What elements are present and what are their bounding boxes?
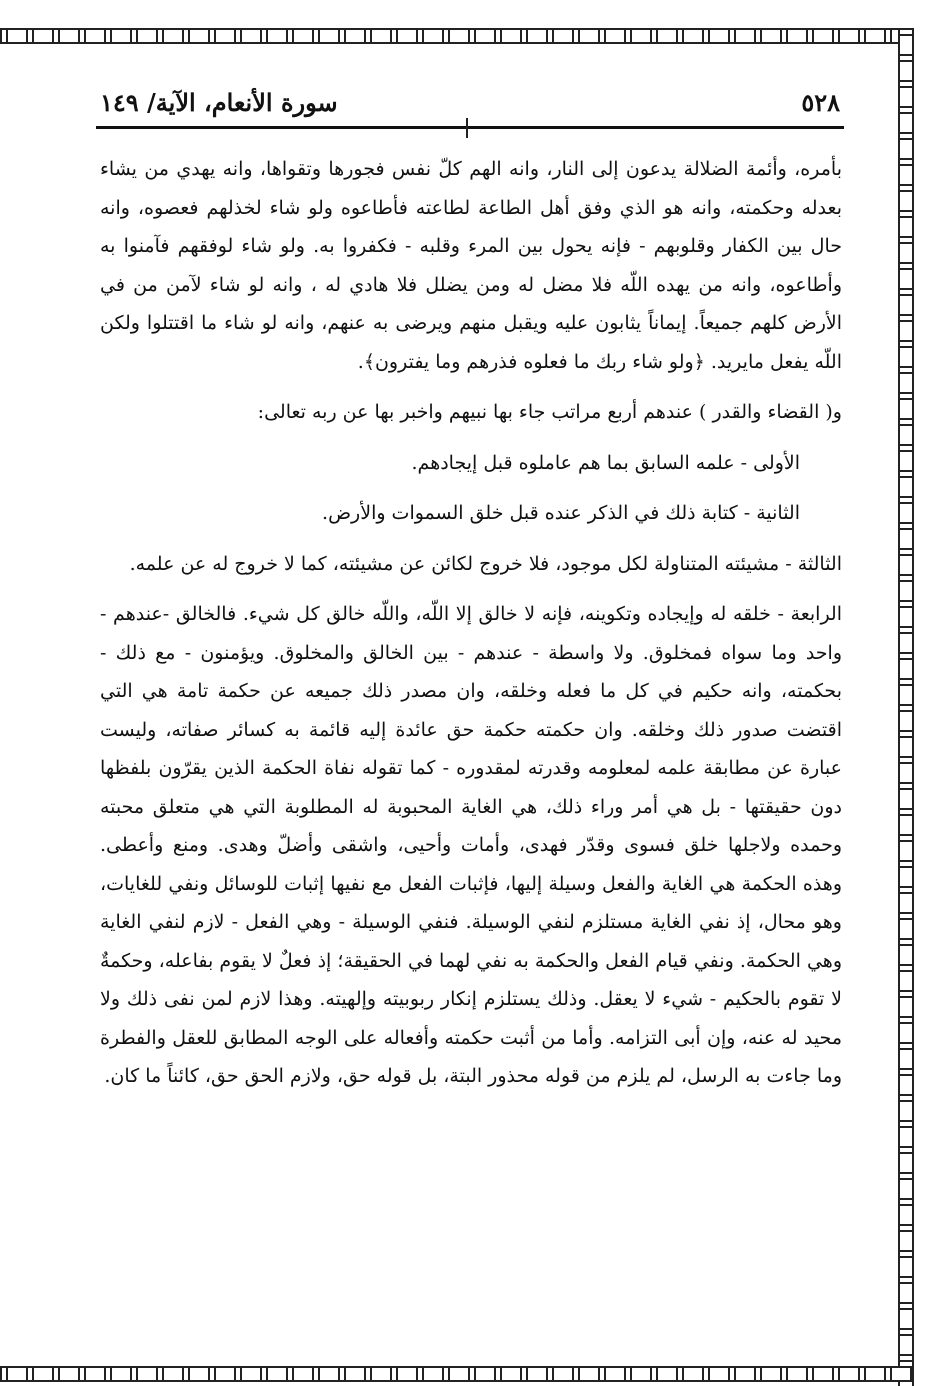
paragraph: الرابعة - خلقه له وإيجاده وتكوينه، فإنه لا خالق إلا اللّه، واللّه خالق كل شيء. فالخالق -عندهم - واحد وما سواه فمخلوق. ولا واسطة - عندهم - بين الخالق والمخلوق. ويؤمنون - مع ذلك - بحكمته، وانه حكيم في كل ما فعله وخلقه، وان مصدر ذلك جميعه عن حكمة تامة هي التي اقتضت صدور ذلك وخلقه. وان حكمته حكمة حق عائدة إليه قائمة به كسائر صفاته، وليست عبارة عن مطابقة علمه لمعلومه وقدرته لمقدوره - كما تقوله نفاة الحكمة الذين يقرّون بلفظها دون حقيقتها - بل هي أمر وراء ذلك، هي الغاية المحبوبة له المطلوبة التي هي متعلق محبته وحمده ولاجلها خلق فسوى وقدّر فهدى، وأمات وأحيى، واشقى وأضلّ وهدى. ومنع وأعطى. وهذه الحكمة هي الغاية والفعل وسيلة إليها، فإثبات الفعل مع نفيها إثبات للوسائل ونفي للغايات، وهو محال، إذ نفي الغاية مستلزم لنفي الوسيلة. فنفي الوسيلة - وهي الفعل - لازم لنفي الغاية وهي الحكمة. ونفي قيام الفعل والحكمة به نفي لهما في الحقيقة؛ إذ فعلٌ لا يقوم بفاعله، وحكمةٌ لا تقوم بالحكيم - شيء لا يعقل. وذلك يستلزم إنكار ربوبيته وإلهيته. وهذا لازم لمن نفى ذلك ولا محيد له عنه، وإن أبى التزامه. وأما من أثبت حكمته وأفعاله على الوجه المطابق للعقل والفطرة وما جاءت به الرسل، لم يلزم من قوله محذور البتة، بل قوله حق، ولازم الحق حق، كائناً ما كان.: [100, 603, 842, 1087]
paragraph: الثانية - كتابة ذلك في الذكر عنده قبل خلق السموات والأرض.: [322, 502, 800, 524]
page-body: [100, 150, 842, 1096]
paragraph: الثالثة - مشيئته المتناولة لكل موجود، فلا خروج لكائن عن مشيئته، كما لا خروج له عن علمه.: [129, 552, 842, 575]
paragraph: بأمره، وأئمة الضلالة يدعون إلى النار، وانه الهم كلّ نفس فجورها وتقواها، وانه يهدي من يشاء بعدله وحكمته، وانه هو الذي وفق أهل الطاعة لطاعته فأطاعوه ولو شاء لخذلهم فعصوه، وانه حال بين الكفار وقلوبهم - فإنه يحول بين المرء وقلبه - فكفروا به. ولو شاء لوفقهم فآمنوا به وأطاعوه، وانه من يهده اللّه فلا مضل له ومن يضلل فلا هادي له ، وانه لو شاء لآمن من في الأرض كلهم جميعاً. إيماناً يثابون عليه ويقبل منهم ويرضى به عنهم، وانه لو شاء ما اقتتلوا ولكن اللّه يفعل مايريد. ﴿ولو شاء ربك ما فعلوه فذرهم وما يفترون﴾.: [100, 158, 842, 373]
border-ornament-bottom: [0, 1366, 912, 1382]
border-ornament-right: [898, 28, 914, 1386]
page-number: ٥٢٨: [801, 88, 840, 117]
header-rule-tick: [466, 118, 468, 138]
page-header: [100, 84, 840, 124]
paragraph: الأولى - علمه السابق بما هم عاملوه قبل إيجادهم.: [411, 451, 800, 474]
border-ornament-top: [0, 28, 912, 44]
paragraph: و( القضاء والقدر ) عندهم أربع مراتب جاء بها نبيهم واخبر بها عن ربه تعالى:: [257, 401, 842, 423]
header-rule: [96, 126, 844, 129]
surah-reference: سورة الأنعام، الآية/ ١٤٩: [100, 88, 338, 117]
